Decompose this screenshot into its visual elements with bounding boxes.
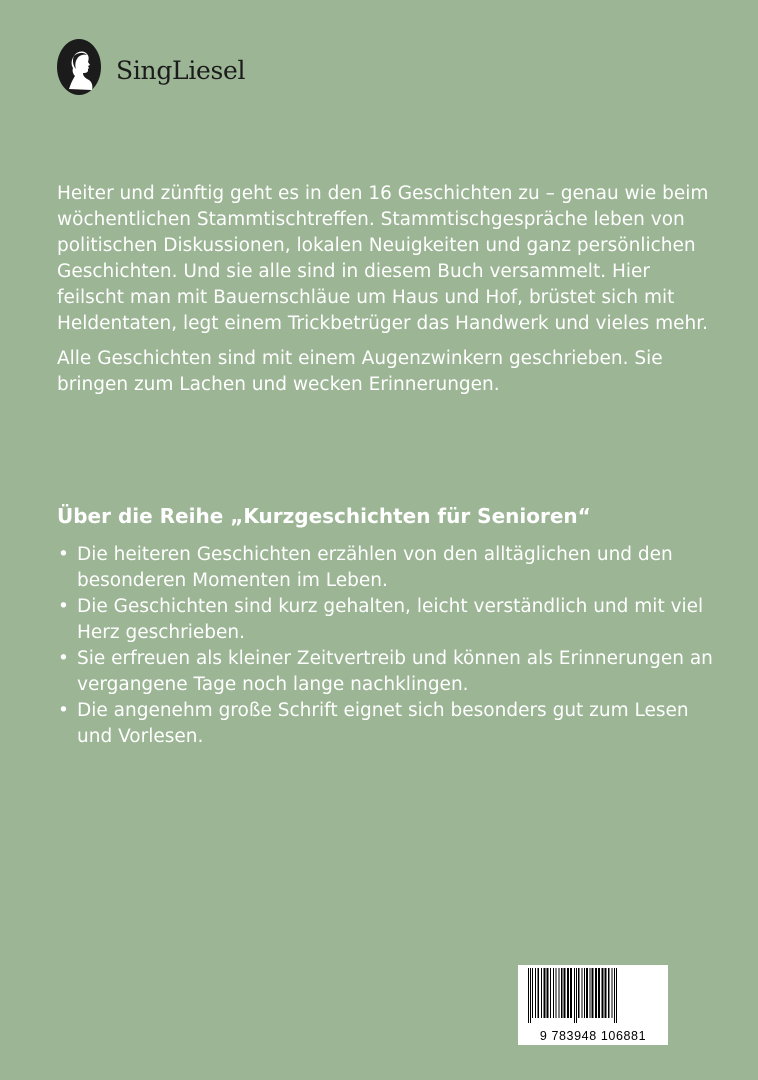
book-description xyxy=(57,181,717,398)
barcode-bar xyxy=(530,968,531,1023)
barcode-bar xyxy=(584,968,585,1018)
list-item xyxy=(57,542,717,594)
list-item-text: Die Geschichten sind kurz gehalten, leicht verständlich und mit viel Herz geschrieben. xyxy=(77,596,704,643)
bullet-symbol: • xyxy=(58,596,69,617)
barcode-bar xyxy=(608,968,610,1018)
barcode-bar xyxy=(556,968,557,1018)
barcode-bar xyxy=(538,968,540,1018)
barcode-bar xyxy=(544,968,546,1018)
barcode-bar xyxy=(590,968,591,1018)
barcode-bar xyxy=(561,968,563,1018)
barcode-bars xyxy=(526,968,660,1023)
isbn-number: 9 783948 106881 xyxy=(539,1029,647,1043)
barcode-bar xyxy=(532,968,533,1018)
series-heading: Über die Reihe „Kurzgeschichten für Senioren“ xyxy=(57,504,591,528)
barcode-bar xyxy=(578,968,580,1018)
list-item xyxy=(57,698,717,750)
barcode-bar xyxy=(612,968,613,1018)
barcode-bar xyxy=(574,968,575,1023)
barcode-bar xyxy=(616,968,617,1023)
barcode-bar xyxy=(528,968,529,1023)
barcode-bar xyxy=(602,968,604,1018)
bullet-symbol: • xyxy=(58,648,69,669)
barcode-bar xyxy=(586,968,588,1018)
list-item-text: Die angenehm große Schrift eignet sich besonders gut zum Lesen und Vorlesen. xyxy=(77,700,689,747)
bullet-symbol: • xyxy=(58,700,69,721)
list-item xyxy=(57,594,717,646)
barcode-bar xyxy=(576,968,577,1023)
list-item-text: Die heiteren Geschichten erzählen von den alltäglichen und den besonderen Momenten im Leben. xyxy=(77,544,673,591)
brand-name: SingLiesel xyxy=(116,55,246,85)
isbn-barcode xyxy=(518,965,668,1045)
barcode-bar xyxy=(605,968,607,1018)
barcode-bar xyxy=(567,968,569,1018)
description-paragraph: Heiter und zünftig geht es in den 16 Geschichten zu – genau wie beim wöchentlichen Stammtischtreffen. Stammtischgespräche leben von politischen Diskussionen, lokalen Neuigkeiten und ganz persönlichen Geschichten. Und sie alle sind in diesem Buch versammelt. Hier feilscht man mit Bauernschläue um Haus und Hof, brüstet sich mit Heldentaten, legt einem Trickbetrüger das Handwerk und vieles mehr. xyxy=(57,183,709,334)
silhouette-portrait-icon xyxy=(56,38,102,96)
barcode-bar xyxy=(535,968,536,1018)
barcode-bar xyxy=(598,968,600,1018)
barcode-bar xyxy=(564,968,566,1018)
barcode-bar xyxy=(582,968,583,1018)
barcode-bar xyxy=(541,968,542,1018)
bullet-symbol: • xyxy=(58,544,69,565)
series-feature-list xyxy=(57,542,717,750)
list-item xyxy=(57,646,717,698)
barcode-bar xyxy=(614,968,615,1023)
list-item-text: Sie erfreuen als kleiner Zeitvertreib und können als Erinnerungen an vergangene Tage noch lange nachklingen. xyxy=(77,648,713,695)
barcode-bar xyxy=(559,968,560,1018)
barcode-bar xyxy=(547,968,549,1018)
description-paragraph: Alle Geschichten sind mit einem Augenzwinkern geschrieben. Sie bringen zum Lachen und wecken Erinnerungen. xyxy=(57,348,663,395)
barcode-bar xyxy=(595,968,597,1018)
barcode-bar xyxy=(592,968,594,1018)
barcode-bar xyxy=(570,968,572,1018)
barcode-bar xyxy=(550,968,551,1018)
brand-logo xyxy=(56,38,245,96)
barcode-bar xyxy=(553,968,554,1018)
